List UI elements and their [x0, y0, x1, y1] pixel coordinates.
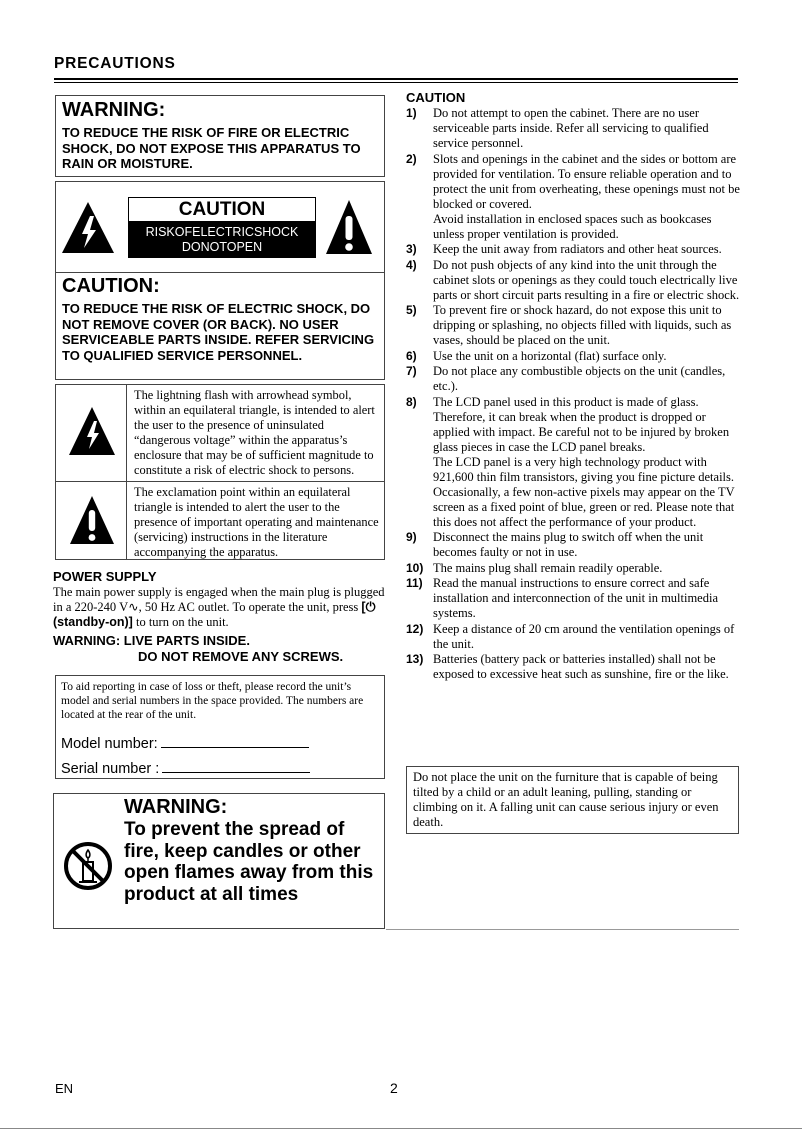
- item-text: Keep a distance of 20 cm around the ventilation openings of the unit.: [433, 621, 735, 651]
- header-rule-thin: [54, 82, 738, 83]
- item-text: Disconnect the mains plug to switch off when the unit becomes faulty or not in use.: [433, 530, 704, 559]
- power-supply-text: [53, 585, 385, 630]
- column-bottom-rule: [386, 929, 739, 930]
- item-number: 3): [406, 242, 417, 256]
- tilt-notice-text: Do not place the unit on the furniture that is capable of being tilted by a child or an adult leaning, pulling, standing or climbing on it. A falling unit can cause serious injury or even death.: [413, 770, 719, 829]
- caution-item: [406, 395, 740, 530]
- item-text: Keep the unit away from radiators and other heat sources.: [433, 242, 722, 256]
- power-text-start: The main power supply is engaged when the main plug is plugged in a 220-240 V∿, 50 Hz AC outlet. To operate the unit, press: [53, 585, 385, 614]
- power-warning-line-1: WARNING: LIVE PARTS INSIDE.: [53, 633, 250, 648]
- item-number: 1): [406, 106, 417, 120]
- caution-item: [406, 106, 740, 151]
- item-number: 13): [406, 652, 424, 666]
- caution-list: [406, 106, 740, 683]
- model-number-line: [61, 733, 380, 752]
- item-text: The LCD panel used in this product is made of glass. Therefore, it can break when the product is dropped or applied with impact. Be careful not to be injured by broken glass pieces in case the LCD panel breaks.: [433, 394, 730, 454]
- caution-item: [406, 561, 740, 576]
- caution-sign-band: [128, 222, 316, 258]
- symbols-box: [55, 384, 385, 560]
- footer-rule: [0, 1128, 802, 1129]
- item-text: Do not attempt to open the cabinet. There are no user serviceable parts inside. Refer all servicing to qualified service personnel.: [433, 106, 709, 150]
- caution-item: [406, 303, 740, 348]
- footer-language: EN: [55, 1081, 74, 1096]
- item-number: 6): [406, 348, 417, 363]
- lightning-triangle-icon: [67, 405, 117, 457]
- item-number: 5): [406, 303, 417, 317]
- item-text: Do not place any combustible objects on the unit (candles, etc.).: [433, 364, 726, 393]
- warning-title: WARNING:: [62, 99, 166, 121]
- caution-item: [406, 349, 740, 364]
- no-candle-icon: [62, 840, 114, 892]
- tilt-notice-box: [406, 766, 739, 834]
- exclamation-symbol-text: The exclamation point within an equilateral triangle is intended to alert the user to the presence of important operating and maintenance (servicing) instructions in the literature accompanying the apparatus.: [134, 485, 379, 559]
- caution-item: [406, 530, 740, 560]
- divider: [126, 385, 127, 481]
- candle-warning-text: To prevent the spread of fire, keep candles or other open flames away from this product at all times: [124, 819, 374, 905]
- serial-number-field[interactable]: [162, 758, 310, 773]
- item-text: Batteries (battery pack or batteries installed) shall not be exposed to excessive heat such as sunshine, fire or the like.: [433, 652, 729, 681]
- page-title: PRECAUTIONS: [54, 55, 176, 72]
- record-text: To aid reporting in case of loss or theft, please record the unit’s model and serial numbers in the space provided. The numbers are located at the rear of the unit.: [61, 681, 364, 721]
- caution-text: TO REDUCE THE RISK OF ELECTRIC SHOCK, DO NOT REMOVE COVER (OR BACK). NO USER SERVICEABLE PARTS INSIDE. REFER SERVICING TO QUALIFIED SERVICE PERSONNEL.: [62, 301, 375, 363]
- item-number: 7): [406, 364, 417, 378]
- lightning-symbol-text: The lightning flash with arrowhead symbol, within an equilateral triangle, is intended to alert the user to the presence of uninsulated “dangerous voltage” within the apparatus’s enclosure that may be of sufficient magnitude to constitute a risk of electric shock to persons.: [134, 388, 375, 477]
- item-number: 12): [406, 621, 424, 636]
- item-text: Slots and openings in the cabinet and the sides or bottom are provided for ventilation. To ensure reliable operation and to protect the unit from overheating, these openings must not be blocked or covered.: [433, 151, 740, 211]
- item-number: 10): [406, 560, 424, 575]
- lightning-symbol-row: [56, 385, 384, 482]
- page-number: 2: [390, 1080, 398, 1096]
- item-number: 9): [406, 530, 417, 544]
- caution-item: [406, 258, 740, 303]
- caution-label-panel: [56, 182, 384, 273]
- caution-sign-line-1: RISKOFELECTRICSHOCK: [145, 225, 299, 239]
- caution-list-title: CAUTION: [406, 90, 466, 105]
- standby-button-label: [⏻ (standby-on)]: [53, 600, 376, 629]
- warning-text: TO REDUCE THE RISK OF FIRE OR ELECTRIC SHOCK, DO NOT EXPOSE THIS APPARATUS TO RAIN OR MOISTURE.: [62, 125, 361, 171]
- warning-box: [55, 95, 385, 177]
- item-number: 8): [406, 394, 417, 409]
- caution-box: [55, 181, 385, 380]
- exclamation-triangle-icon: [68, 494, 116, 546]
- caution-item: [406, 652, 740, 682]
- exclamation-symbol-row: [56, 482, 384, 559]
- power-text-end: to turn on the unit.: [132, 615, 229, 629]
- power-supply-heading: POWER SUPPLY: [53, 569, 157, 584]
- serial-number-line: [61, 758, 380, 777]
- item-number: 11): [406, 576, 423, 590]
- item-extra-text: Avoid installation in enclosed spaces such as bookcases unless proper ventilation is provided.: [433, 211, 712, 241]
- record-box: [55, 675, 385, 779]
- caution-item: [406, 242, 740, 257]
- header-rule: [54, 78, 738, 80]
- caution-item: [406, 576, 740, 621]
- power-warning-line-2: DO NOT REMOVE ANY SCREWS.: [138, 648, 344, 664]
- item-text: Do not push objects of any kind into the unit through the cabinet slots or openings as they could touch electrically live parts or short circuit parts resulting in a fire or electric shock.: [433, 257, 740, 302]
- serial-number-label: Serial number :: [61, 761, 160, 777]
- caution-sign-title: CAUTION: [128, 197, 316, 222]
- caution-subtitle: CAUTION:: [62, 275, 160, 297]
- item-extra-text: The LCD panel is a very high technology product with 921,600 thin film transistors, giving you fine picture details. Occasionally, a few non-active pixels may appear on the TV screen as a fixed point of blue, green or red. Please note that this does not affect the performance of your product.: [433, 454, 735, 529]
- candle-warning-box: [53, 793, 385, 929]
- model-number-field[interactable]: [161, 733, 309, 748]
- exclamation-triangle-icon: [324, 198, 374, 256]
- caution-item: [406, 152, 740, 242]
- item-text: To prevent fire or shock hazard, do not expose this unit to dripping or splashing, no objects filled with liquids, such as vases, should be placed on the unit.: [433, 303, 732, 347]
- candle-warning-title: WARNING:: [124, 796, 228, 818]
- item-number: 2): [406, 151, 417, 166]
- caution-item: [406, 622, 740, 652]
- item-number: 4): [406, 257, 417, 272]
- item-text: Use the unit on a horizontal (flat) surface only.: [433, 348, 667, 363]
- caution-item: [406, 364, 740, 394]
- power-warning: [53, 633, 343, 664]
- lightning-triangle-icon: [60, 200, 116, 255]
- caution-sign-line-2: DONOTOPEN: [181, 240, 263, 254]
- divider: [126, 482, 127, 559]
- item-text: The mains plug shall remain readily operable.: [433, 560, 663, 575]
- model-number-label: Model number:: [61, 736, 158, 752]
- item-text: Read the manual instructions to ensure correct and safe installation and interconnection of the unit in multimedia systems.: [433, 576, 719, 620]
